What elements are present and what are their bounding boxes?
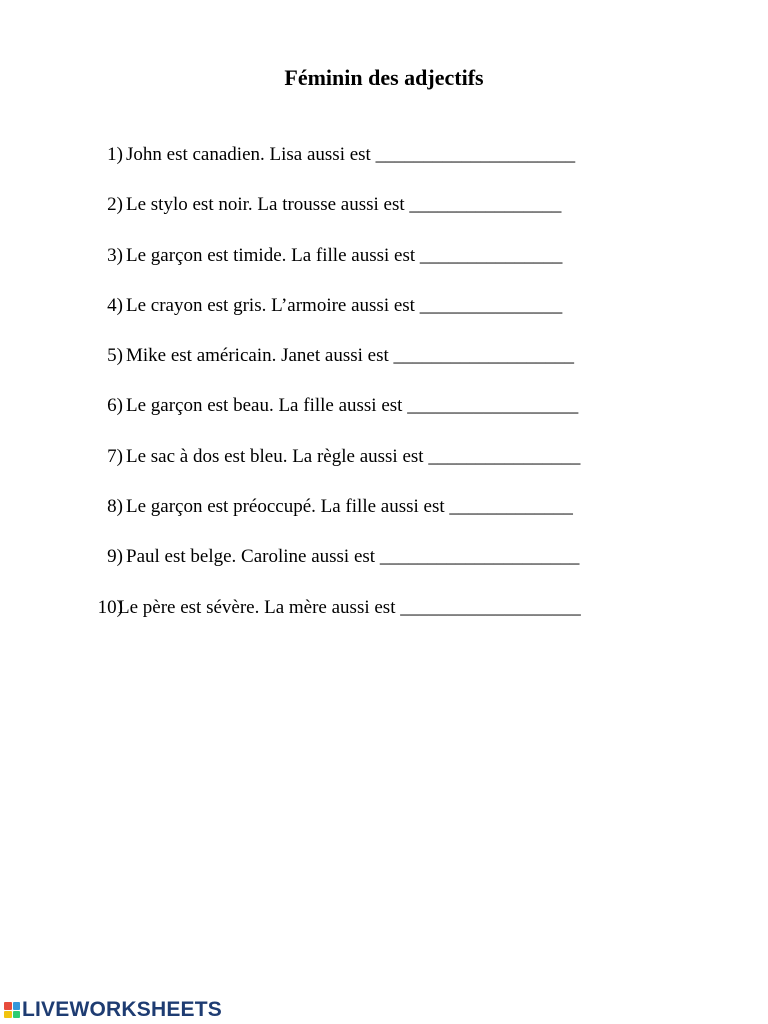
logo-square-blue xyxy=(13,1002,21,1010)
item-sentence xyxy=(126,242,562,270)
exercise-item-7 xyxy=(0,443,768,493)
item-number: 6) xyxy=(107,395,123,417)
exercise-item-5 xyxy=(0,342,768,392)
item-text: Le garçon est timide. La fille aussi est xyxy=(126,244,416,266)
answer-blank[interactable]: _____________________ xyxy=(375,144,576,165)
exercise-item-3 xyxy=(0,242,768,292)
answer-blank[interactable]: _______________ xyxy=(419,294,563,316)
exercise-item-2 xyxy=(0,191,768,241)
logo-square-red xyxy=(4,1002,12,1010)
item-text: Mike est américain. Janet aussi est xyxy=(126,345,389,367)
liveworksheets-logo[interactable] xyxy=(4,998,222,1022)
exercise-item-10 xyxy=(0,594,768,644)
item-number: 3) xyxy=(107,244,123,266)
item-text: Le garçon est préoccupé. La fille aussi est xyxy=(126,496,445,518)
item-sentence xyxy=(126,493,573,521)
item-number: 1) xyxy=(107,144,123,165)
item-number: 2) xyxy=(107,194,123,216)
exercise-item-4 xyxy=(0,292,768,342)
item-text: Le sac à dos est bleu. La règle aussi est xyxy=(126,445,424,467)
answer-blank[interactable]: ___________________ xyxy=(393,345,575,367)
answer-blank[interactable]: ________________ xyxy=(409,194,562,216)
item-number: 9) xyxy=(107,546,123,568)
page-title: Féminin des adjectifs xyxy=(284,65,484,90)
logo-square-green xyxy=(13,1011,21,1019)
item-sentence xyxy=(118,594,581,622)
answer-blank[interactable]: _______________ xyxy=(419,244,563,266)
item-text: Paul est belge. Caroline aussi est xyxy=(126,546,376,568)
item-text: Le stylo est noir. La trousse aussi est xyxy=(126,194,405,216)
item-number: 7) xyxy=(107,445,123,467)
exercise-item-9 xyxy=(0,543,768,593)
item-number: 8) xyxy=(107,496,123,518)
item-sentence xyxy=(126,543,579,571)
answer-blank[interactable]: __________________ xyxy=(407,395,579,417)
item-text: Le garçon est beau. La fille aussi est xyxy=(126,395,403,417)
logo-text: LIVEWORKSHEETS xyxy=(22,998,222,1021)
item-text: Le crayon est gris. L’armoire aussi est xyxy=(126,294,415,316)
exercise-item-6 xyxy=(0,392,768,442)
exercise-item-1 xyxy=(0,141,768,191)
item-sentence xyxy=(126,392,578,420)
answer-blank[interactable]: ________________ xyxy=(428,445,581,467)
item-sentence xyxy=(126,141,575,169)
item-number: 4) xyxy=(107,294,123,316)
exercise-item-8 xyxy=(0,493,768,543)
logo-squares-icon xyxy=(4,1002,20,1018)
item-sentence xyxy=(126,443,580,471)
logo-square-yellow xyxy=(4,1011,12,1019)
item-sentence xyxy=(126,292,562,320)
item-number: 10) xyxy=(97,596,123,618)
item-text: Le père est sévère. La mère aussi est xyxy=(118,596,396,618)
answer-blank[interactable]: _____________________ xyxy=(379,546,580,568)
exercise-list xyxy=(0,141,768,644)
item-text: John est canadien. Lisa aussi est xyxy=(126,144,371,165)
answer-blank[interactable]: _____________ xyxy=(449,496,573,518)
answer-blank[interactable]: ___________________ xyxy=(400,596,581,618)
item-sentence xyxy=(126,191,561,219)
item-sentence xyxy=(126,342,574,370)
item-number: 5) xyxy=(107,345,123,367)
